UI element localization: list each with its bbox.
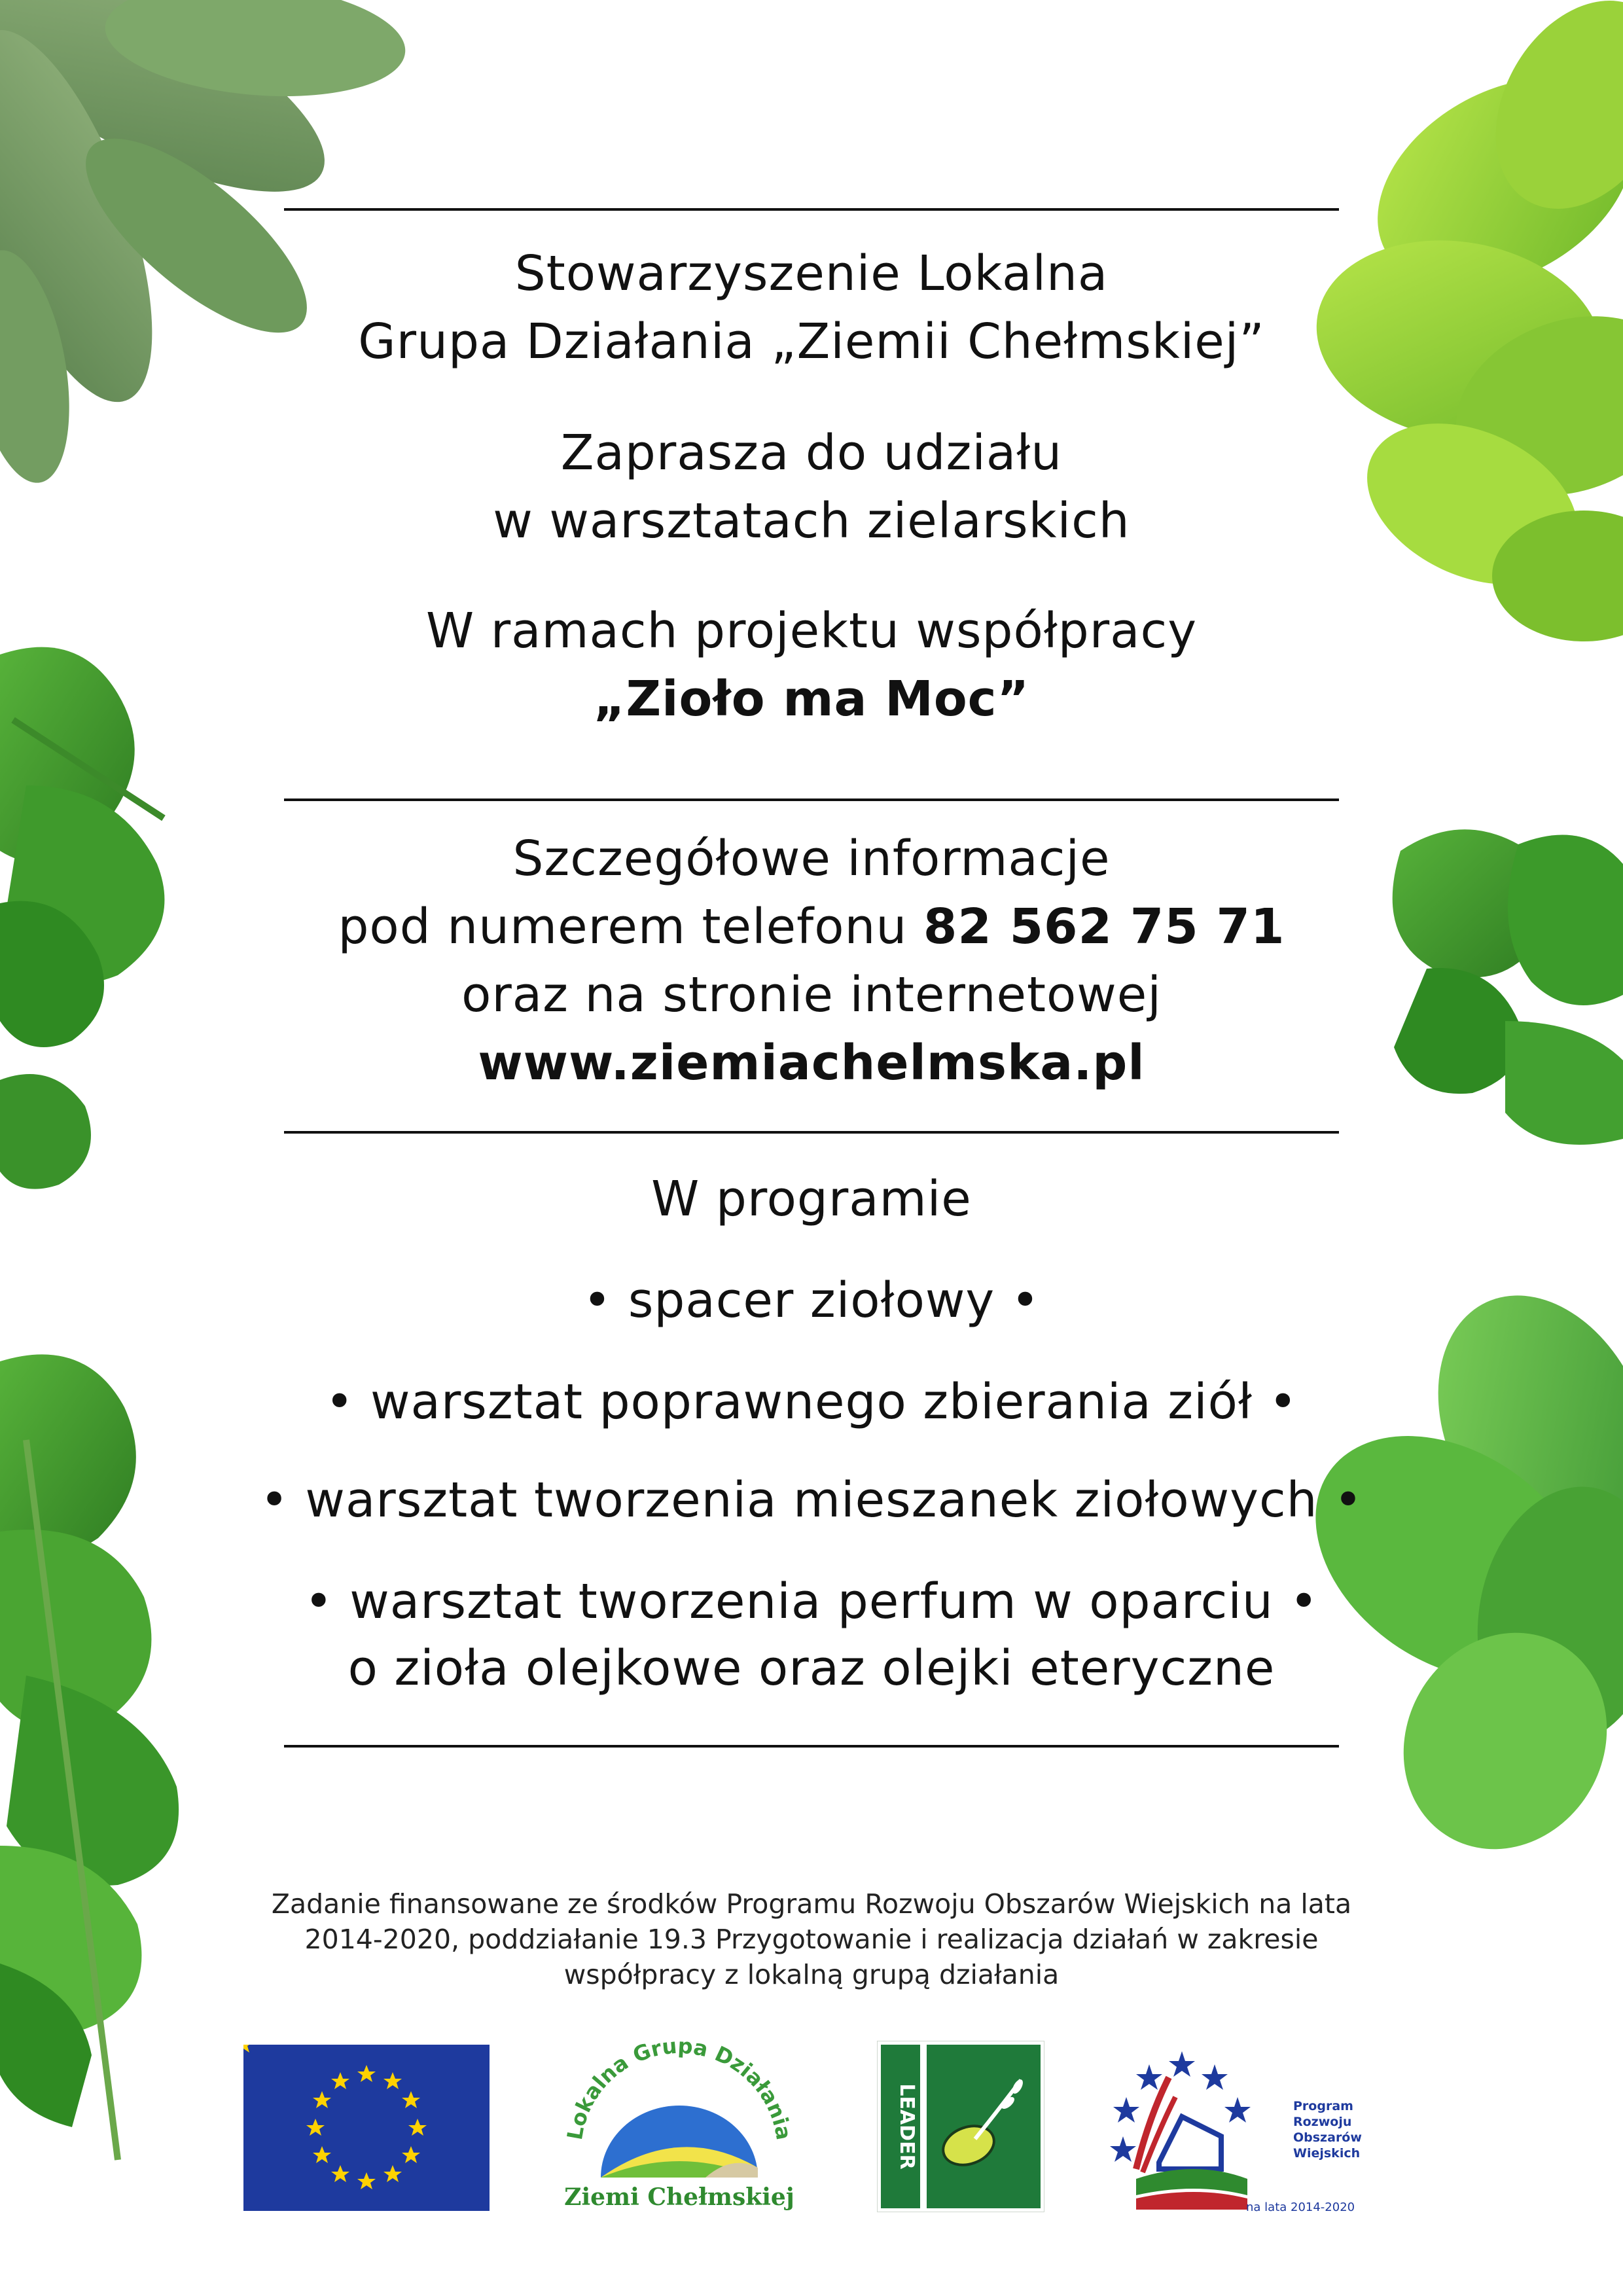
program-item: • spacer ziołowy •: [582, 1272, 1041, 1329]
prow-line-3: Obszarów: [1293, 2130, 1362, 2145]
leader-logo: [877, 2041, 1044, 2212]
program-item: • warsztat tworzenia perfum w oparciu •: [304, 1573, 1319, 1630]
contact-line-3: oraz na stronie internetowej: [461, 967, 1162, 1023]
project-intro: W ramach projektu współpracy: [426, 603, 1197, 659]
invite-line-1: Zaprasza do udziału: [560, 425, 1063, 481]
eu-flag-logo: [243, 2045, 490, 2211]
contact-line-1: Szczegółowe informacje: [512, 831, 1111, 887]
organization-line-1: Stowarzyszenie Lokalna: [514, 245, 1109, 302]
program-title: W programie: [651, 1171, 972, 1227]
lgd-logo: [555, 2037, 804, 2217]
organization-line-2: Grupa Działania „Ziemii Chełmskiej”: [358, 314, 1265, 370]
prow-line-1: Program: [1293, 2099, 1353, 2113]
project-name: „Zioło ma Moc”: [593, 671, 1030, 727]
cilantro-leaves-left: [0, 647, 164, 1189]
divider-after-contact: [284, 1131, 1339, 1134]
funding-note-line-2: 2014-2020, poddziałanie 19.3 Przygotowanie i realizacja działań w zakresie: [304, 1924, 1319, 1955]
program-item: • warsztat tworzenia mieszanek ziołowych •: [260, 1472, 1363, 1528]
contact-info: [196, 825, 1427, 1097]
lgd-arc-text: Lokalna Grupa Działania: [562, 2037, 797, 2142]
funding-note: [196, 1886, 1427, 1992]
divider-top: [284, 208, 1339, 211]
contact-phone-line: [196, 893, 1427, 961]
invitation-header: [196, 240, 1427, 733]
prow-years: na lata 2014-2020: [1246, 2200, 1355, 2214]
website-link[interactable]: www.ziemiachelmska.pl: [478, 1035, 1145, 1091]
leader-text: LEADER: [895, 2083, 918, 2170]
program-item: • warsztat poprawnego zbierania ziół •: [325, 1374, 1298, 1430]
divider-after-project: [284, 798, 1339, 801]
funding-note-line-3: współpracy z lokalną grupą działania: [563, 1959, 1060, 1990]
phone-prefix: pod numerem telefonu: [338, 899, 908, 955]
lgd-name: Ziemi Chełmskiej: [564, 2183, 794, 2211]
prow-emblem-icon: [1097, 2038, 1267, 2215]
prow-line-4: Wiejskich: [1293, 2146, 1361, 2161]
program-item-continuation: o zioła olejkowe oraz olejki eteryczne: [348, 1640, 1275, 1696]
divider-after-program: [284, 1745, 1339, 1748]
invite-line-2: w warsztatach zielarskich: [493, 493, 1130, 549]
phone-number: 82 562 75 71: [923, 899, 1285, 955]
cilantro-leaves-right: [1393, 829, 1623, 1145]
prow-logo: [1097, 2038, 1372, 2221]
funding-note-line-1: Zadanie finansowane ze środków Programu Rozwoju Obszarów Wiejskich na lata: [271, 1888, 1352, 1920]
prow-line-2: Rozwoju: [1293, 2115, 1352, 2129]
prow-text: [1293, 2098, 1362, 2161]
